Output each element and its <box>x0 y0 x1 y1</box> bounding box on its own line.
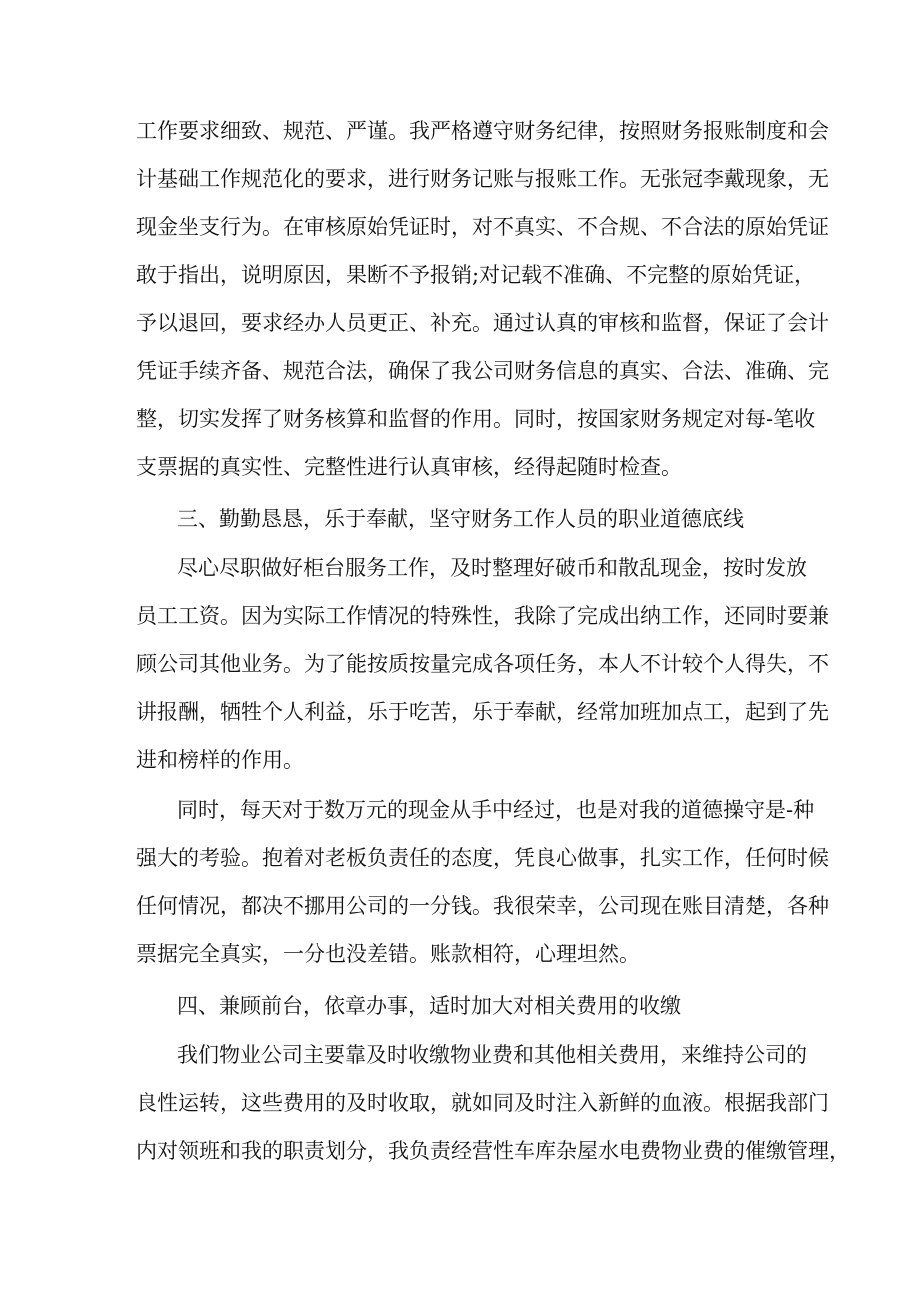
text-line: 尽心尽职做好柜台服务工作，及时整理好破币和散乱现金，按时发放 <box>177 556 807 580</box>
text-line: 现金坐支行为。在审核原始凭证时，对不真实、不合规、不合法的原始凭证 <box>136 215 829 239</box>
text-line: 讲报酬，牺牲个人利益，乐于吃苦，乐于奉献，经常加班加点工，起到了先 <box>136 700 829 724</box>
text-line: 进和榜样的作用。 <box>136 748 304 772</box>
text-line: 工作要求细致、规范、严谨。我严格遵守财务纪律，按照财务报账制度和会 <box>136 119 829 143</box>
text-line: 我们物业公司主要靠及时收缴物业费和其他相关费用，来维持公司的 <box>177 1043 807 1067</box>
text-line: 员工工资。因为实际工作情况的特殊性，我除了完成出纳工作，还同时要兼 <box>136 604 829 628</box>
section-heading: 四、兼顾前台，依章办事，适时加大对相关费用的收缴 <box>177 994 681 1018</box>
text-line: 强大的考验。抱着对老板负责任的态度，凭良心做事，扎实工作，任何时候 <box>136 846 829 870</box>
section-heading: 三、勤勤恳恳，乐于奉献，坚守财务工作人员的职业道德底线 <box>177 507 744 531</box>
text-line: 顾公司其他业务。为了能按质按量完成各项任务，本人不计较个人得失，不 <box>136 652 829 676</box>
text-line: 予以退回，要求经办人员更正、补充。通过认真的审核和监督，保证了会计 <box>136 311 829 335</box>
text-line: 内对领班和我的职责划分，我负责经营性车库杂屋水电费物业费的催缴管理， <box>136 1139 850 1163</box>
text-line: 计基础工作规范化的要求，进行财务记账与报账工作。无张冠李戴现象，无 <box>136 167 829 191</box>
text-line: 同时，每天对于数万元的现金从手中经过，也是对我的道德操守是-种 <box>177 798 815 822</box>
text-line: 支票据的真实性、完整性进行认真审核，经得起随时检查。 <box>136 455 682 479</box>
text-line: 票据完全真实，一分也没差错。账款相符，心理坦然。 <box>136 942 640 966</box>
text-line: 凭证手续齐备、规范合法，确保了我公司财务信息的真实、合法、准确、完 <box>136 359 829 383</box>
text-line: 任何情况，都决不挪用公司的一分钱。我很荣幸，公司现在账目清楚，各种 <box>136 894 829 918</box>
text-line: 整，切实发挥了财务核算和监督的作用。同时，按国家财务规定对每-笔收 <box>136 407 816 431</box>
text-line: 敢于指出，说明原因，果断不予报销;对记载不准确、不完整的原始凭证， <box>136 263 816 287</box>
text-line: 良性运转，这些费用的及时收取，就如同及时注入新鲜的血液。根据我部门 <box>136 1091 829 1115</box>
